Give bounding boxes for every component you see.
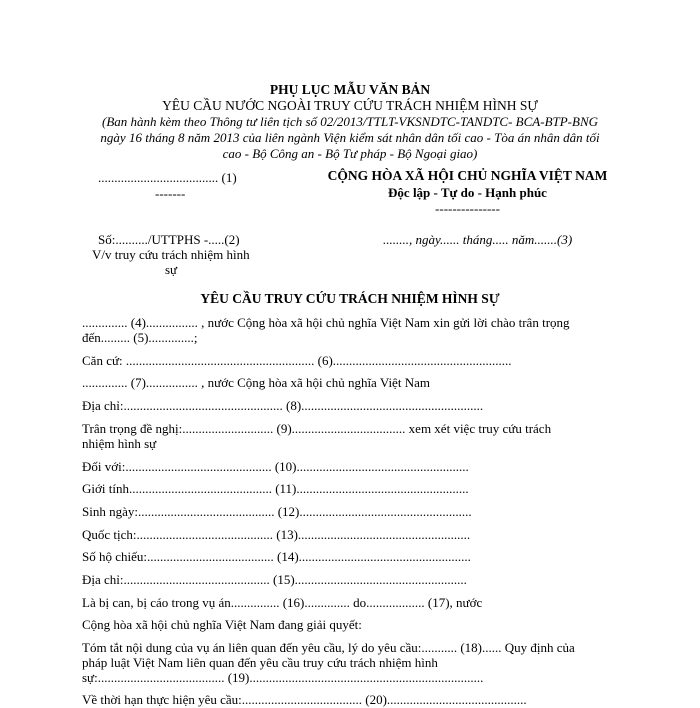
national-title: CỘNG HÒA XÃ HỘI CHỦ NGHĨA VIỆT NAM [327,168,608,183]
subject-line-2: sự [165,262,178,277]
issuance-note-line-2: ngày 16 tháng 8 năm 2013 của liên ngành Viện kiểm sát nhân dân tối cao - Tòa án nhân dân tối [100,130,600,145]
body-line: Tóm tắt nội dung của vụ án liên quan đến yêu cầu, lý do yêu cầu:........... (18)...... Quy định của [82,640,575,655]
body-line: Đối với:............................................. (10)..................................................... [82,459,469,474]
body-line: sự:....................................... (19)........................................................................ [82,670,484,685]
issuance-note-line-3: cao - Bộ Công an - Bộ Tư pháp - Bộ Ngoại giao) [222,146,478,161]
body-line: pháp luật Việt Nam liên quan đến yêu cầu truy cứu trách nhiệm hình [82,655,438,670]
body-line: .............. (7)................ , nước Cộng hòa xã hội chủ nghĩa Việt Nam [82,375,430,390]
subject-line-1: V/v truy cứu trách nhiệm hình [92,247,250,262]
body-line: Giới tính............................................ (11)..................................................... [82,481,469,496]
motto-dash: --------------- [435,201,500,216]
body-line: Địa chỉ:............................................. (15)..................................................... [82,572,467,587]
body-line: Cộng hòa xã hội chủ nghĩa Việt Nam đang giải quyết: [82,617,362,632]
national-motto: Độc lập - Tự do - Hạnh phúc [388,185,547,200]
appendix-subtitle: YÊU CẦU NƯỚC NGOÀI TRUY CỨU TRÁCH NHIỆM HÌNH SỰ [162,98,538,113]
body-line: đến......... (5)..............; [82,330,198,345]
body-line: Trân trọng đề nghị:............................ (9)................................... xem xét việc truy cứu trách [82,421,552,436]
agency-dash: ------- [155,186,186,201]
body-line: Là bị can, bị cáo trong vụ án............... (16).............. do.................. (17), nước [82,595,483,610]
body-line: Số hộ chiếu:....................................... (14)..................................................... [82,549,471,564]
body-line: Địa chỉ:................................................. (8)........................................................ [82,398,484,413]
issuance-note-line-1: (Ban hành kèm theo Thông tư liên tịch số 02/2013/TTLT-VKSNDTC-TANDTC- BCA-BTP-BNG [101,114,599,129]
body-line: Sinh ngày:.......................................... (12)..................................................... [82,504,472,519]
body-line: Căn cứ: .......................................................... (6)....................................................... [82,353,512,368]
issuing-agency: ..................................... (1) [98,170,237,185]
document-number: Số:........../UTTPHS -.....(2) [98,232,240,247]
appendix-title: PHỤ LỤC MẪU VĂN BẢN [269,82,431,97]
body-line: nhiệm hình sự [82,436,157,451]
body-line: Quốc tịch:.......................................... (13)..................................................... [82,527,471,542]
body-line: .............. (4)................ , nước Cộng hòa xã hội chủ nghĩa Việt Nam xin gửi lời chào trân trọng [82,315,570,330]
body-line: Về thời hạn thực hiện yêu cầu:..................................... (20)........................................... [82,692,527,707]
document-date: ........, ngày...... tháng..... năm.......(3) [383,232,573,247]
document-title: YÊU CẦU TRUY CỨU TRÁCH NHIỆM HÌNH SỰ [200,291,500,306]
